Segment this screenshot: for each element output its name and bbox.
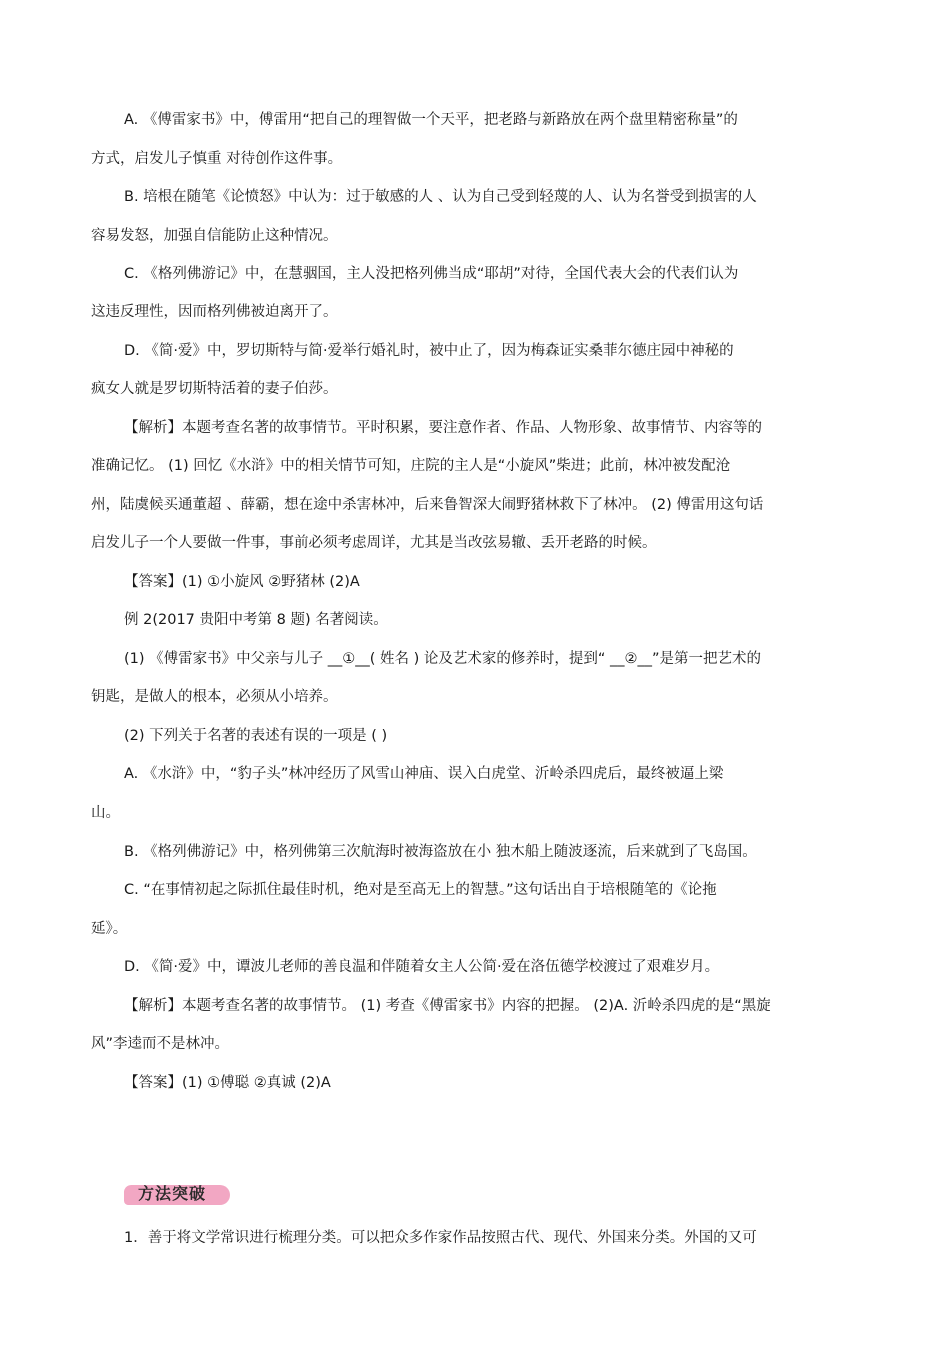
line-b-1: B. 培根在随笔《论愤怒》中认为：过于敏感的人 、认为自己受到轻蔑的人、认为名誉受到损害的人 [124,189,757,205]
q1-line-2: 钥匙，是做人的根本，必须从小培养。 [91,689,338,705]
analysis-1-line-3: 州，陆虞候买通董超 、薛霸，想在途中杀害林冲，后来鲁智深大闹野猪林救下了林冲。 (2) 傅雷用这句话 [91,497,764,513]
q2-c-1: C. “在事情初起之际抓住最佳时机，绝对是至高无上的智慧。”这句话出自于培根随笔的《论拖 [124,882,717,898]
analysis-2-line-1: 【解析】本题考查名著的故事情节。 (1) 考查《傅雷家书》内容的把握。 (2)A. 沂岭杀四虎的是“黑旋 [124,998,771,1014]
q2-c-2: 延》。 [91,921,128,937]
example-2-title: 例 2(2017 贵阳中考第 8 题) 名著阅读。 [124,612,388,628]
line-a-1: A. 《傅雷家书》中，傅雷用“把自己的理智做一个天平，把老路与新路放在两个盘里精密称量”的 [124,112,738,128]
answer-2: 【答案】(1) ①傅聪 ②真诚 (2)A [124,1075,331,1091]
q2-b: B. 《格列佛游记》中，格列佛第三次航海时被海盗放在小 独木船上随波逐流，后来就到了飞岛国。 [124,844,757,860]
q2-a-2: 山。 [91,805,120,821]
line-c-1: C. 《格列佛游记》中，在慧骃国，主人没把格列佛当成“耶胡”对待，全国代表大会的代表们认为 [124,266,739,282]
section-heading: 方法突破 [138,1184,207,1203]
line-d-1: D. 《简·爱》中，罗切斯特与简·爱举行婚礼时，被中止了，因为梅森证实桑菲尔德庄园中神秘的 [124,343,734,359]
line-d-2: 疯女人就是罗切斯特活着的妻子伯莎。 [91,381,338,397]
method-line-1: 1．善于将文学常识进行梳理分类。可以把众多作家作品按照古代、现代、外国来分类。外国的又可 [124,1230,757,1246]
analysis-1-line-4: 启发儿子一个人要做一件事，事前必须考虑周详，尤其是当改弦易辙、丢开老路的时候。 [91,535,657,551]
section-heading-badge [124,1181,230,1207]
line-b-2: 容易发怒，加强自信能防止这种情况。 [91,228,338,244]
q1-line-1: (1) 《傅雷家书》中父亲与儿子 __①__( 姓名 ) 论及艺术家的修养时，提到“ __②__”是第一把艺术的 [124,651,762,667]
analysis-1-line-1: 【解析】本题考查名著的故事情节。平时积累，要注意作者、作品、人物形象、故事情节、内容等的 [124,420,762,436]
q2-d: D. 《简·爱》中，谭波儿老师的善良温和伴随着女主人公简·爱在洛伍德学校渡过了艰难岁月。 [124,959,720,975]
analysis-1-line-2: 准确记忆。 (1) 回忆《水浒》中的相关情节可知，庄院的主人是“小旋风”柴进；此前，林冲被发配沧 [91,458,731,474]
analysis-2-line-2: 风”李逵而不是林冲。 [91,1036,230,1052]
line-a-2: 方式，启发儿子慎重 对待创作这件事。 [91,151,343,167]
line-c-2: 这违反理性，因而格列佛被迫离开了。 [91,304,338,320]
q2-stem: (2) 下列关于名著的表述有误的一项是 ( ) [124,728,388,744]
q2-a-1: A. 《水浒》中，“豹子头”林冲经历了风雪山神庙、误入白虎堂、沂岭杀四虎后，最终被逼上梁 [124,766,724,782]
answer-1: 【答案】(1) ①小旋风 ②野猪林 (2)A [124,574,360,590]
